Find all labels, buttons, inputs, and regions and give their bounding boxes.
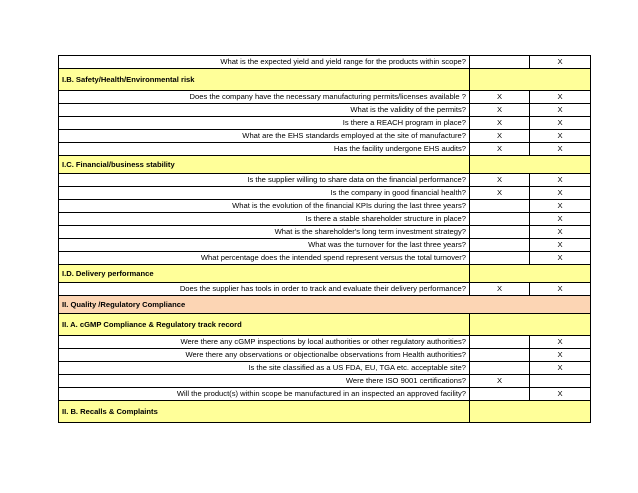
mark-col-1	[470, 349, 530, 362]
mark-col-2: X	[530, 143, 591, 156]
section-empty-cell	[470, 69, 591, 91]
mark-col-1	[470, 239, 530, 252]
section-title: I.C. Financial/business stability	[59, 156, 470, 174]
mark-col-2: X	[530, 349, 591, 362]
mark-col-2	[530, 375, 591, 388]
question-text: What is the validity of the permits?	[59, 104, 470, 117]
mark-col-2: X	[530, 56, 591, 69]
question-text: Does the supplier has tools in order to track and evaluate their delivery performance?	[59, 283, 470, 296]
mark-col-1: X	[470, 143, 530, 156]
section-title: I.B. Safety/Health/Environmental risk	[59, 69, 470, 91]
mark-col-1: X	[470, 91, 530, 104]
mark-col-1	[470, 200, 530, 213]
major-section-header	[59, 296, 591, 314]
section-header	[59, 265, 591, 283]
question-row	[59, 252, 591, 265]
question-text: Were there ISO 9001 certifications?	[59, 375, 470, 388]
mark-col-1: X	[470, 130, 530, 143]
mark-col-2: X	[530, 213, 591, 226]
section-empty-cell	[470, 314, 591, 336]
question-text: Is the site classified as a US FDA, EU, TGA etc. acceptable site?	[59, 362, 470, 375]
question-text: What was the turnover for the last three years?	[59, 239, 470, 252]
mark-col-2: X	[530, 336, 591, 349]
mark-col-1: X	[470, 283, 530, 296]
mark-col-2: X	[530, 252, 591, 265]
question-row	[59, 362, 591, 375]
question-row	[59, 375, 591, 388]
section-title: II. B. Recalls & Complaints	[59, 401, 470, 423]
question-text: Will the product(s) within scope be manufactured in an inspected an approved facility?	[59, 388, 470, 401]
section-empty-cell	[470, 265, 591, 283]
question-text: Has the facility undergone EHS audits?	[59, 143, 470, 156]
question-text: Were there any observations or objectionalbe observations from Health authorities?	[59, 349, 470, 362]
section-header	[59, 156, 591, 174]
question-text: What percentage does the intended spend represent versus the total turnover?	[59, 252, 470, 265]
section-empty-cell	[470, 401, 591, 423]
mark-col-2: X	[530, 117, 591, 130]
section-title: II. A. cGMP Compliance & Regulatory track record	[59, 314, 470, 336]
question-text: What are the EHS standards employed at the site of manufacture?	[59, 130, 470, 143]
question-row	[59, 143, 591, 156]
mark-col-2: X	[530, 187, 591, 200]
question-text: Is there a REACH program in place?	[59, 117, 470, 130]
mark-col-2: X	[530, 226, 591, 239]
question-row	[59, 174, 591, 187]
mark-col-2: X	[530, 362, 591, 375]
question-text: Is the company in good financial health?	[59, 187, 470, 200]
mark-col-2: X	[530, 200, 591, 213]
question-row	[59, 388, 591, 401]
question-row	[59, 187, 591, 200]
section-title: II. Quality /Regulatory Compliance	[59, 296, 591, 314]
question-row	[59, 91, 591, 104]
question-row	[59, 283, 591, 296]
question-text: Does the company have the necessary manufacturing permits/licenses available ?	[59, 91, 470, 104]
assessment-table	[58, 55, 591, 423]
mark-col-1	[470, 213, 530, 226]
mark-col-1: X	[470, 117, 530, 130]
mark-col-1	[470, 388, 530, 401]
mark-col-1	[470, 56, 530, 69]
mark-col-1	[470, 362, 530, 375]
question-row	[59, 130, 591, 143]
section-title: I.D. Delivery performance	[59, 265, 470, 283]
mark-col-1: X	[470, 375, 530, 388]
section-header	[59, 69, 591, 91]
question-row	[59, 56, 591, 69]
section-header	[59, 401, 591, 423]
mark-col-1: X	[470, 174, 530, 187]
question-text: What is the expected yield and yield range for the products within scope?	[59, 56, 470, 69]
mark-col-2: X	[530, 239, 591, 252]
question-row	[59, 213, 591, 226]
question-text: Were there any cGMP inspections by local authorities or other regulatory authorities?	[59, 336, 470, 349]
question-row	[59, 239, 591, 252]
question-text: What is the shareholder's long term investment strategy?	[59, 226, 470, 239]
mark-col-1: X	[470, 187, 530, 200]
mark-col-1	[470, 336, 530, 349]
section-empty-cell	[470, 156, 591, 174]
mark-col-1	[470, 252, 530, 265]
mark-col-2: X	[530, 174, 591, 187]
question-text: What is the evolution of the financial KPIs during the last three years?	[59, 200, 470, 213]
question-row	[59, 200, 591, 213]
mark-col-2: X	[530, 388, 591, 401]
section-header	[59, 314, 591, 336]
mark-col-2: X	[530, 283, 591, 296]
question-row	[59, 336, 591, 349]
question-text: Is there a stable shareholder structure in place?	[59, 213, 470, 226]
mark-col-2: X	[530, 104, 591, 117]
mark-col-2: X	[530, 91, 591, 104]
question-row	[59, 117, 591, 130]
question-row	[59, 226, 591, 239]
mark-col-2: X	[530, 130, 591, 143]
mark-col-1: X	[470, 104, 530, 117]
question-row	[59, 349, 591, 362]
question-row	[59, 104, 591, 117]
mark-col-1	[470, 226, 530, 239]
question-text: Is the supplier willing to share data on the financial performance?	[59, 174, 470, 187]
